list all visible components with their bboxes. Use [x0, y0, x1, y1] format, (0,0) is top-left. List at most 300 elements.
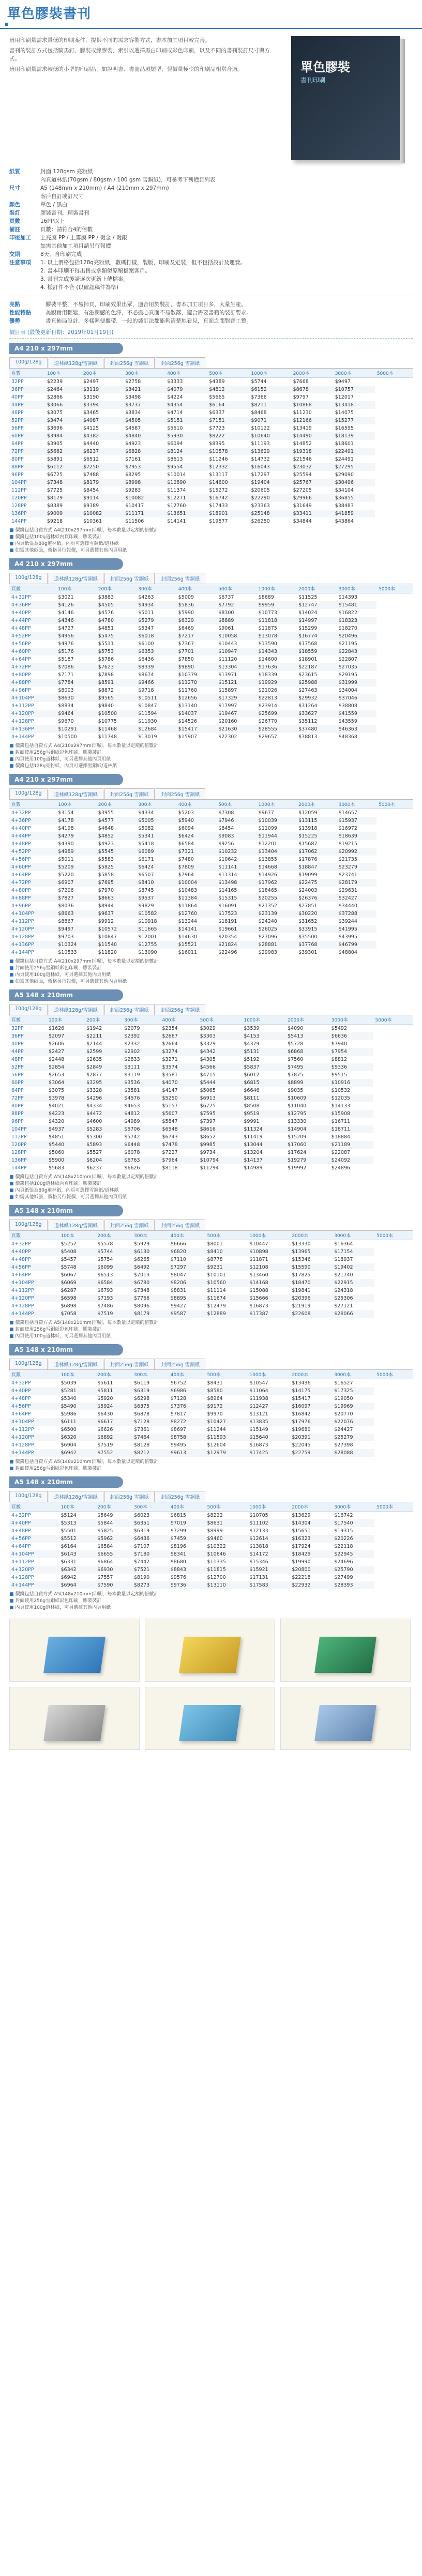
price-cell: $11864 [176, 902, 216, 910]
price-cell: $6492 [132, 1263, 169, 1271]
price-cell: $10291 [56, 725, 96, 733]
price-cell: $15417 [290, 1395, 332, 1403]
column-header: 3000本 [332, 1231, 374, 1240]
price-cell: $14600 [257, 656, 296, 663]
spec-row [9, 242, 413, 250]
price-cell: $4566 [198, 1063, 242, 1071]
table-row [9, 879, 413, 887]
price-cell: $5457 [59, 1256, 96, 1263]
price-cell: $8680 [169, 1558, 205, 1566]
price-cell: $16595 [333, 424, 375, 432]
price-cell: $11419 [242, 1133, 285, 1141]
size-header: A5 148 x 210mm [9, 1476, 123, 1488]
price-cell: $10443 [216, 640, 256, 648]
price-cell: $17583 [247, 1581, 290, 1589]
price-cell: $8222 [205, 1512, 248, 1520]
spec-value: 客戶自訂或訂尺寸 [40, 193, 84, 200]
tab-paper-option[interactable]: 道林紙128g/雪銅紙 [49, 1220, 103, 1230]
price-cell: $19215 [337, 840, 376, 848]
price-cell: $3465 [81, 409, 123, 417]
price-cell: $5527 [84, 1149, 122, 1156]
price-cell: $4923 [96, 840, 136, 848]
page-count-cell: 4+104PP [9, 1418, 59, 1426]
column-header: 頁數 [9, 1015, 47, 1025]
table-row [9, 687, 413, 694]
price-cell: $8190 [132, 1574, 169, 1581]
price-cell: $10794 [198, 1156, 242, 1164]
price-cell: $17540 [332, 1519, 374, 1527]
feature-value: 書頁佈局設計，多樣輕便攜帶，一般的裝訂法都能夠清楚地看見，頁面之間對齊工整。 [46, 318, 252, 324]
price-cell: $13818 [247, 1543, 290, 1550]
price-cell: $6331 [59, 1558, 96, 1566]
table-row [9, 1294, 413, 1302]
column-header: 400本 [165, 369, 207, 378]
note-line: ■ 價錢包括100g道林紙內頁印刷，膠裝裝訂 [9, 534, 413, 541]
table-row [9, 471, 413, 479]
price-cell: $10890 [165, 479, 207, 486]
price-cell: $6287 [59, 1287, 96, 1294]
page-count-cell: 4+144PP [9, 1581, 59, 1589]
price-cell: $10483 [176, 887, 216, 894]
price-cell: $6752 [169, 1379, 205, 1388]
price-cell: $17997 [216, 702, 256, 710]
price-cell: $6353 [136, 648, 176, 656]
table-notes [9, 1174, 413, 1201]
price-cell: $15315 [216, 894, 256, 902]
table-row [9, 624, 413, 632]
tab-paper-option[interactable]: 封面256g 雪銅紙 [156, 1220, 206, 1230]
price-cell: $6815 [169, 1512, 205, 1520]
price-cell: $6424 [176, 832, 216, 840]
tab-paper-option[interactable]: 封面256g 雪銅紙 [104, 1004, 155, 1015]
tab-paper-option[interactable]: 道林紙128g/雪銅紙 [49, 788, 103, 799]
price-cell: $11114 [205, 1287, 248, 1294]
price-cell: $5065 [198, 1087, 242, 1094]
price-cell: $13965 [290, 1248, 332, 1256]
price-cell: $7792 [216, 601, 256, 609]
price-cell: $5220 [56, 871, 96, 879]
product-image [278, 36, 413, 160]
price-cell: $15687 [296, 840, 336, 848]
feature-value: 膠裝平整，不易掉頁，印刷效果出眾，適合用於裝訂，書本加工項目多，大量生產。 [46, 301, 247, 308]
price-cell: $13304 [216, 663, 256, 671]
price-table [9, 1231, 413, 1318]
price-cell: $3119 [81, 386, 123, 393]
table-row [9, 848, 413, 856]
price-cell: $7161 [123, 455, 165, 463]
price-cell: $14852 [291, 440, 333, 448]
table-row [9, 440, 413, 448]
price-cell: $15640 [247, 1434, 290, 1441]
price-cell: $11760 [176, 687, 216, 694]
price-cell: $4976 [56, 640, 96, 648]
table-row [9, 417, 413, 424]
note-line: ■ 如需其他紙張，價格另行報價，可另選擇其他內頁用紙 [9, 1194, 413, 1201]
price-cell: $5583 [96, 856, 136, 863]
price-cell: $7488 [81, 471, 123, 479]
price-cell: $3271 [160, 1056, 198, 1063]
price-cell: $20255 [257, 894, 296, 902]
tab-paper-option[interactable]: 封面256g 雪銅紙 [156, 1004, 206, 1015]
price-cell: $4153 [242, 1032, 285, 1040]
table-row [9, 640, 413, 648]
tab-paper-option[interactable]: 100g/128g [9, 357, 48, 368]
price-cell: $15417 [176, 725, 216, 733]
price-cell: $7953 [123, 463, 165, 471]
price-cell: $3978 [47, 1094, 84, 1102]
price-cell: $11820 [96, 949, 136, 956]
tab-paper-option[interactable]: 道林紙128g/雪銅紙 [49, 1004, 103, 1015]
sample-photo [280, 1687, 411, 1750]
column-header: 2000本 [290, 1231, 332, 1240]
table-row [9, 933, 413, 941]
price-cell: $27205 [291, 486, 333, 494]
price-cell: $9670 [56, 718, 96, 725]
page-count-cell: 4+56PP [9, 640, 56, 648]
price-cell: $5990 [176, 609, 216, 617]
tab-paper-option[interactable]: 道林紙128g/雪銅紙 [49, 357, 103, 368]
page-count-cell: 4+36PP [9, 817, 56, 825]
price-cell: $16873 [247, 1302, 290, 1310]
spec-value: 8天，含印刷完成 [40, 251, 82, 257]
page-count-cell: 4+56PP [9, 1263, 59, 1271]
page-header [0, 0, 422, 29]
price-cell: $12108 [247, 1263, 290, 1271]
table-row [9, 1094, 413, 1102]
page-count-cell: 4+120PP [9, 710, 56, 718]
tab-paper-option[interactable]: 封面256g 雪銅紙 [104, 1220, 155, 1230]
price-cell: $4934 [136, 601, 176, 609]
price-cell: $13244 [176, 918, 216, 925]
price-cell: $4079 [165, 386, 207, 393]
price-cell: $5192 [242, 1056, 285, 1063]
tab-paper-option[interactable]: 100g/128g [9, 1004, 48, 1015]
table-row [9, 925, 413, 933]
price-cell: $18711 [329, 1125, 373, 1133]
spec-row [9, 258, 413, 267]
price-cell: $13590 [257, 640, 296, 648]
price-cell: $7875 [285, 1071, 329, 1079]
price-cell: $7850 [176, 656, 216, 663]
price-cell: $8454 [216, 825, 256, 832]
tab-paper-option[interactable]: 道林紙128g/雪銅紙 [49, 1491, 103, 1502]
price-cell: $21026 [257, 687, 296, 694]
price-cell: $18429 [290, 1550, 332, 1558]
spec-row [9, 283, 413, 292]
price-cell: $5744 [249, 378, 291, 386]
price-cell: $41995 [337, 925, 376, 933]
page-count-cell: 64PP [9, 440, 45, 448]
price-cell: $9466 [136, 679, 176, 687]
price-cell: $18323 [337, 617, 376, 624]
price-cell: $2833 [122, 1056, 160, 1063]
price-cell: $9083 [216, 832, 256, 840]
price-cell: $8410 [136, 879, 176, 887]
spec-value: 1. 以上價格包括128g亮粉紙，數碼打樣，製版，印刷及定裝，但不包括設計及運費。 [40, 260, 246, 266]
tab-paper-option[interactable]: 100g/128g [9, 1220, 48, 1230]
price-cell: $13419 [291, 424, 333, 432]
price-cell: $6513 [95, 1271, 132, 1279]
price-cell: $13629 [290, 1512, 332, 1520]
spec-row [9, 201, 413, 209]
price-cell: $21189 [329, 1141, 373, 1149]
price-cell: $3581 [122, 1087, 160, 1094]
price-cell: $24427 [332, 1426, 374, 1434]
price-cell: $8206 [169, 1279, 205, 1287]
spec-label: 紙質 [9, 169, 20, 175]
price-cell: $8745 [136, 887, 176, 894]
tab-paper-option[interactable]: 封面256g 雪銅紙 [156, 1359, 206, 1369]
price-cell: $6617 [95, 1418, 132, 1426]
price-cell: $12795 [285, 1110, 329, 1118]
price-cell: $3029 [198, 1025, 242, 1033]
price-cell: $5492 [329, 1025, 373, 1033]
price-cell: $11871 [247, 1256, 290, 1263]
column-header: 400本 [176, 584, 216, 593]
table-row [9, 1519, 413, 1527]
page-count-cell: 96PP [9, 471, 45, 479]
price-cell: $7486 [95, 1302, 132, 1310]
price-cell: $7954 [329, 1048, 373, 1056]
price-cell: $19841 [290, 1287, 332, 1294]
tab-paper-option[interactable]: 道林紙128g/雪銅紙 [49, 1359, 103, 1369]
table-row [9, 609, 413, 617]
price-cell: $28881 [257, 941, 296, 949]
tab-paper-option[interactable]: 100g/128g [9, 1359, 48, 1369]
price-cell: $22302 [216, 733, 256, 741]
tab-paper-option[interactable]: 封面256g 雪銅紙 [156, 573, 206, 584]
spec-value: 如需其他加工項目請另行報價 [40, 243, 111, 249]
price-cell: $6143 [59, 1550, 96, 1558]
price-cell: $4472 [84, 1110, 122, 1118]
column-header: 300本 [122, 1015, 160, 1025]
page-count-cell: 44PP [9, 1048, 47, 1056]
price-cell: $30496 [333, 479, 375, 486]
tab-paper-option[interactable]: 100g/128g [9, 1491, 48, 1502]
price-cell: $18901 [296, 656, 336, 663]
price-cell: $8778 [205, 1256, 248, 1263]
price-cell: $6237 [81, 448, 123, 455]
price-cell: $10947 [216, 648, 256, 656]
table-row [9, 617, 413, 624]
price-table-block [9, 1476, 413, 1611]
price-cell: $2849 [84, 1063, 122, 1071]
price-cell: $25306 [332, 1294, 374, 1302]
price-cell: $7442 [132, 1558, 169, 1566]
column-header: 300本 [132, 1502, 169, 1512]
price-cell: $10322 [205, 1543, 248, 1550]
table-row [9, 1125, 413, 1133]
price-cell: $6904 [59, 1441, 96, 1449]
tab-paper-option[interactable]: 封面256g 雪銅紙 [156, 1491, 206, 1502]
page-count-cell: 4+120PP [9, 1294, 59, 1302]
price-cell: $15937 [337, 817, 376, 825]
price-cell: $11141 [216, 863, 256, 871]
price-cell: $15299 [296, 624, 336, 632]
tab-paper-option[interactable]: 封面256g 雪銅紙 [104, 573, 155, 584]
book-cover-illustration [291, 36, 400, 160]
price-cell: $8111 [242, 1094, 285, 1102]
price-cell: $17062 [296, 848, 336, 856]
note-line: ■ 價錢包括自費方式 A4(210x297mm)印刷，每本數量以定額的倍數計 [9, 958, 413, 965]
tab-paper-option[interactable]: 封面256g 雪銅紙 [104, 788, 155, 799]
price-cell: $4021 [47, 1102, 84, 1110]
price-cell: $9736 [169, 1581, 205, 1589]
page-count-cell: 4+32PP [9, 593, 56, 602]
spec-value: 內頁道林紙(70gsm / 80gsm / 100 gsm 雪銅紙)，可參考下列價目列表 [40, 177, 216, 183]
price-cell: $20160 [216, 718, 256, 725]
price-cell: $4727 [56, 624, 96, 632]
price-cell: $12035 [329, 1094, 373, 1102]
price-cell: $26025 [257, 925, 296, 933]
price-cell: $16091 [216, 902, 256, 910]
page-count-cell: 96PP [9, 1118, 47, 1125]
table-row [9, 863, 413, 871]
price-cell: $16742 [207, 494, 249, 502]
page-count-cell: 4+36PP [9, 601, 56, 609]
page-count-cell: 80PP [9, 455, 45, 463]
tab-paper-option[interactable]: 封面256g 雪銅紙 [104, 1491, 155, 1502]
price-cell: $15346 [290, 1256, 332, 1263]
price-cell: $8663 [56, 910, 96, 918]
book-sample-illustration [43, 1705, 106, 1741]
price-cell: $38808 [337, 702, 376, 710]
price-tables [0, 343, 422, 1611]
price-cell: $5187 [56, 656, 96, 663]
column-header: 200本 [96, 584, 136, 593]
tab-paper-option[interactable]: 封面256g 雪銅紙 [104, 357, 155, 368]
price-cell: $22475 [296, 879, 336, 887]
price-cell: $17568 [296, 640, 336, 648]
price-cell: $5279 [136, 617, 176, 624]
page-count-cell: 4+48PP [9, 1395, 59, 1403]
page-count-cell: 128PP [9, 502, 45, 510]
price-cell: $9427 [169, 1302, 205, 1310]
price-cell: $10847 [136, 702, 176, 710]
page-count-cell: 4+56PP [9, 1535, 59, 1543]
price-cell: $2635 [84, 1056, 122, 1063]
price-cell: $5011 [136, 609, 176, 617]
book-cover-subtitle: 書刊印刷 [300, 77, 326, 84]
price-cell: $10705 [247, 1512, 290, 1520]
price-cell: $20992 [337, 848, 376, 856]
paper-tabs [9, 788, 413, 800]
price-cell: $8616 [198, 1125, 242, 1133]
price-cell: $14343 [257, 648, 296, 656]
price-cell: $6743 [160, 1133, 198, 1141]
price-cell: $2902 [122, 1048, 160, 1056]
column-header: 5000本 [376, 584, 413, 593]
price-cell: $37768 [296, 941, 336, 949]
page-count-cell: 4+80PP [9, 671, 56, 679]
tab-paper-option[interactable]: 封面256g 雪銅紙 [156, 788, 206, 799]
price-cell: $7227 [160, 1149, 198, 1156]
price-cell: $6100 [136, 640, 176, 648]
table-row [9, 1149, 413, 1156]
price-cell: $8179 [132, 1310, 169, 1318]
price-cell: $4812 [122, 1110, 160, 1118]
price-cell: $6111 [59, 1418, 96, 1426]
price-cell: $20800 [290, 1566, 332, 1574]
price-cell: $14175 [290, 1387, 332, 1395]
tab-paper-option[interactable]: 100g/128g [9, 788, 48, 799]
price-cell: $7397 [198, 1118, 242, 1125]
price-cell: $6636 [329, 1032, 373, 1040]
tab-paper-option[interactable]: 封面256g 雪銅紙 [156, 357, 206, 368]
price-cell: $3905 [45, 440, 81, 448]
price-cell: $23032 [291, 463, 333, 471]
price-cell: $8834 [56, 702, 96, 710]
table-notes [9, 1591, 413, 1611]
price-cell: $4956 [56, 632, 96, 640]
price-cell: $5444 [198, 1079, 242, 1087]
price-cell: $7590 [95, 1581, 132, 1589]
price-cell: $14657 [337, 809, 376, 817]
note-line: ■ 封面使用256g雪銅紙彩色印刷，膠裝裝訂 [9, 1598, 413, 1605]
price-cell: $2448 [47, 1056, 84, 1063]
price-cell: $12479 [205, 1302, 248, 1310]
feature-row [9, 317, 413, 325]
price-cell: $2497 [81, 378, 123, 386]
paper-tabs [9, 1220, 413, 1231]
column-header: 1000本 [247, 1370, 290, 1379]
price-cell: $5340 [59, 1395, 96, 1403]
price-cell: $34844 [291, 517, 333, 525]
price-cell: $4505 [96, 601, 136, 609]
price-cell: $2758 [123, 378, 165, 386]
price-cell: $7128 [132, 1418, 169, 1426]
price-cell: $10547 [247, 1379, 290, 1388]
price-cell: $8128 [132, 1441, 169, 1449]
page-count-cell: 48PP [9, 1056, 47, 1063]
price-cell: $9172 [205, 1403, 248, 1410]
price-cell: $5940 [176, 817, 216, 825]
page-count-cell: 4+64PP [9, 1543, 59, 1550]
price-cell: $5744 [95, 1248, 132, 1256]
paper-tabs [9, 357, 413, 369]
price-cell: $6507 [136, 871, 176, 879]
page-count-cell: 32PP [9, 1025, 47, 1033]
price-cell: $9071 [249, 417, 291, 424]
price-cell: $4198 [56, 825, 96, 832]
sample-photo [9, 1619, 140, 1682]
price-cell: $27096 [257, 933, 296, 941]
price-cell: $7560 [285, 1056, 329, 1063]
tab-paper-option[interactable]: 道林紙128g/雪銅紙 [49, 573, 103, 584]
price-cell: $6780 [132, 1279, 169, 1287]
price-cell: $10578 [207, 448, 249, 455]
price-cell: $22187 [296, 663, 336, 671]
price-cell: $18847 [296, 863, 336, 871]
price-cell: $48368 [337, 733, 376, 741]
page-count-cell: 88PP [9, 463, 45, 471]
price-cell: $2854 [47, 1063, 84, 1071]
price-cell: $7110 [169, 1256, 205, 1263]
column-header: 200本 [96, 800, 136, 809]
price-cell: $5924 [95, 1403, 132, 1410]
page-count-cell: 4+56PP [9, 856, 56, 863]
tab-paper-option[interactable]: 封面256g 雪銅紙 [104, 1359, 155, 1369]
page-count-cell: 4+40PP [9, 1387, 59, 1395]
price-cell: $6171 [136, 856, 176, 863]
spec-label: 尺寸 [9, 185, 20, 191]
tab-paper-option[interactable]: 100g/128g [9, 573, 48, 584]
price-cell: $13835 [247, 1418, 290, 1426]
spec-label: 交期 [9, 251, 20, 257]
price-cell: $4600 [84, 1118, 122, 1125]
table-row [9, 1240, 413, 1248]
table-row [9, 494, 413, 502]
